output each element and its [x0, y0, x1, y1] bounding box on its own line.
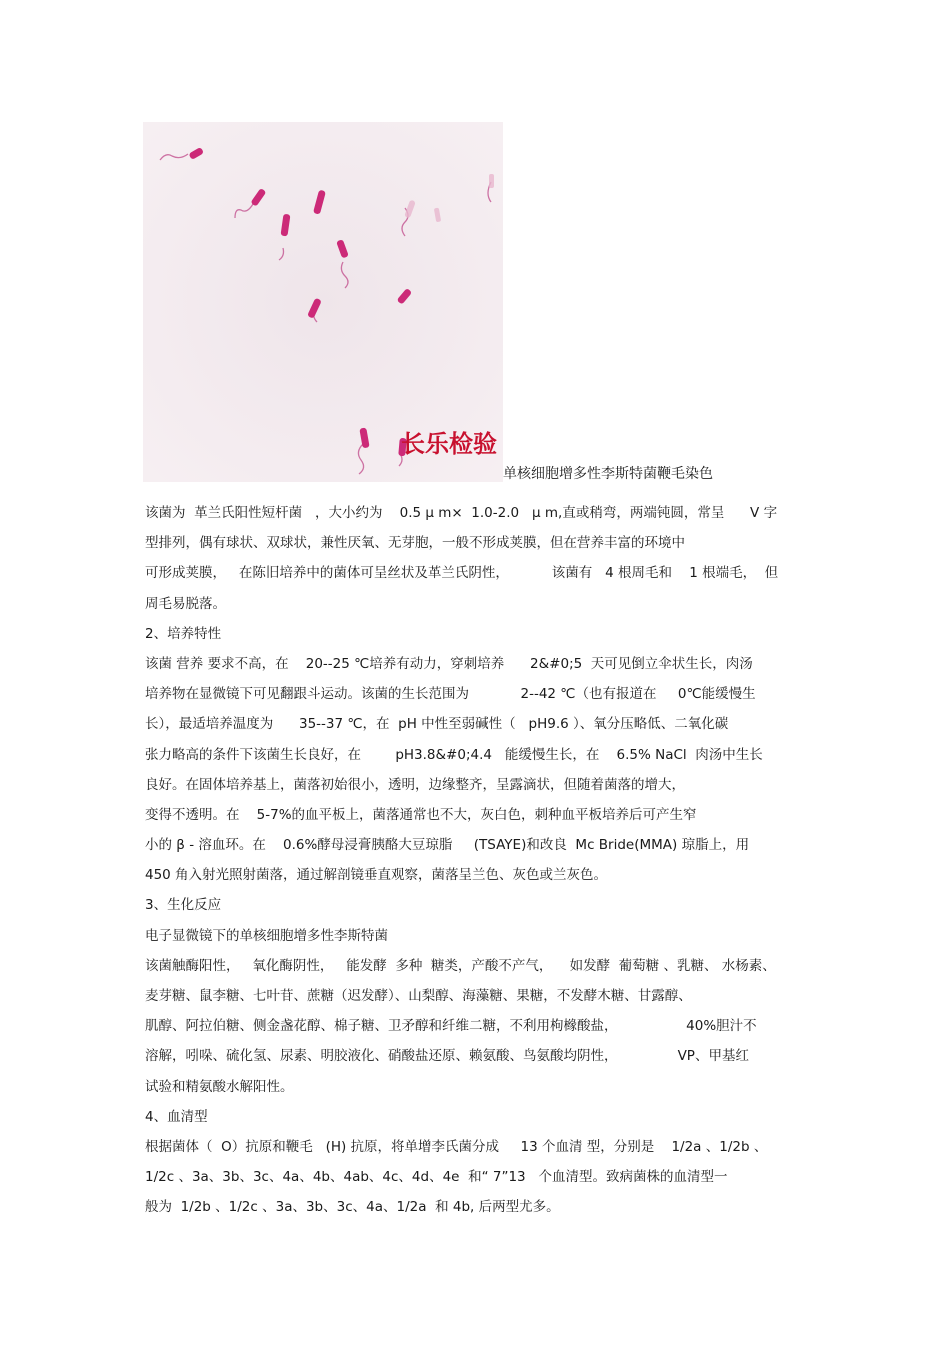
text-line: 该菌 营养 要求不高，在 20--25 ℃培养有动力，穿刺培养 2&#0;5 天可见倒立伞状生长，肉汤: [145, 655, 753, 672]
text-line: 周毛易脱落。: [145, 595, 226, 612]
text-line: 电子显微镜下的单核细胞增多性李斯特菌: [145, 927, 388, 944]
section-heading: 3、生化反应: [145, 897, 222, 914]
watermark-text: 长乐检验: [401, 430, 497, 458]
text-line: 试验和精氨酸水解阳性。: [145, 1078, 294, 1095]
text-line: 该菌触酶阳性， 氧化酶阴性， 能发酵 多种 糖类，产酸不产气， 如发酵 葡萄糖 、乳糖、 水杨素、: [145, 957, 776, 974]
text-line: 肌醇、阿拉伯糖、侧金盏花醇、棉子糖、卫矛醇和纤维二糖，不利用枸橼酸盐， 40%胆汁不: [145, 1018, 757, 1035]
text-line: 般为 1/2b 、1/2c 、3a、3b、3c、4a、1/2a 和 4b, 后两型尤多。: [145, 1199, 560, 1216]
text-line: 小的 β - 溶血环。在 0.6%酵母浸膏胰酪大豆琼脂 (TSAYE)和改良 Mc Bride(MMA) 琼脂上，用: [145, 837, 750, 854]
section-heading: 2、培养特性: [145, 625, 222, 642]
text-line: 型排列，偶有球状、双球状，兼性厌氧、无芽胞，一般不形成荚膜，但在营养丰富的环境中: [145, 535, 685, 552]
section-heading: 4、血清型: [145, 1108, 208, 1125]
text-line: 该菌为 革兰氏阳性短杆菌 ，大小约为 0.5 μ m× 1.0-2.0 μ m,直或稍弯，两端钝圆，常呈 V 字: [145, 505, 778, 521]
text-line: 良好。在固体培养基上，菌落初始很小，透明，边缘整齐，呈露滴状，但随着菌落的增大，: [145, 776, 685, 793]
text-line: 培养物在显微镜下可见翻跟斗运动。该菌的生长范围为 2--42 ℃（也有报道在 0℃能缓慢生: [145, 686, 756, 703]
flagella-stain-micrograph: [143, 122, 503, 482]
text-line: 溶解，吲哚、硫化氢、尿素、明胶液化、硝酸盐还原、赖氨酸、鸟氨酸均阴性， VP、甲基红: [145, 1048, 749, 1065]
text-line: 麦芽糖、鼠李糖、七叶苷、蔗糖（迟发酵）、山梨醇、海藻糖、果糖，不发酵木糖、甘露醇、: [145, 988, 692, 1004]
micrograph-background: [143, 122, 503, 482]
body-text: [145, 498, 810, 1223]
figure-caption: 单核细胞增多性李斯特菌鞭毛染色: [503, 466, 713, 482]
text-line: 张力略高的条件下该菌生长良好，在 pH3.8&#0;4.4 能缓慢生长，在 6.5% NaCl 肉汤中生长: [145, 746, 763, 763]
text-line: 1/2c 、3a、3b、3c、4a、4b、4ab、4c、4d、4e 和“ 7”13 个血清型。致病菌株的血清型一: [145, 1169, 728, 1186]
micrograph-figure: [143, 122, 503, 482]
text-line: 450 角入射光照射菌落，通过解剖镜垂直观察，菌落呈兰色、灰色或兰灰色。: [145, 867, 608, 884]
text-line: 可形成荚膜， 在陈旧培养中的菌体可呈丝状及革兰氏阴性， 该菌有 4 根周毛和 1 根端毛， 但: [145, 565, 779, 582]
text-line: 根据菌体（ O）抗原和鞭毛 (H) 抗原，将单增李氏菌分成 13 个血清 型，分别是 1/2a 、1/2b 、: [145, 1138, 768, 1155]
text-line: 长），最适培养温度为 35--37 ℃，在 pH 中性至弱碱性（ pH9.6 ）、氧分压略低、二氧化碳: [145, 716, 729, 733]
text-line: 变得不透明。在 5-7%的血平板上，菌落通常也不大，灰白色，刺种血平板培养后可产生窄: [145, 806, 697, 823]
